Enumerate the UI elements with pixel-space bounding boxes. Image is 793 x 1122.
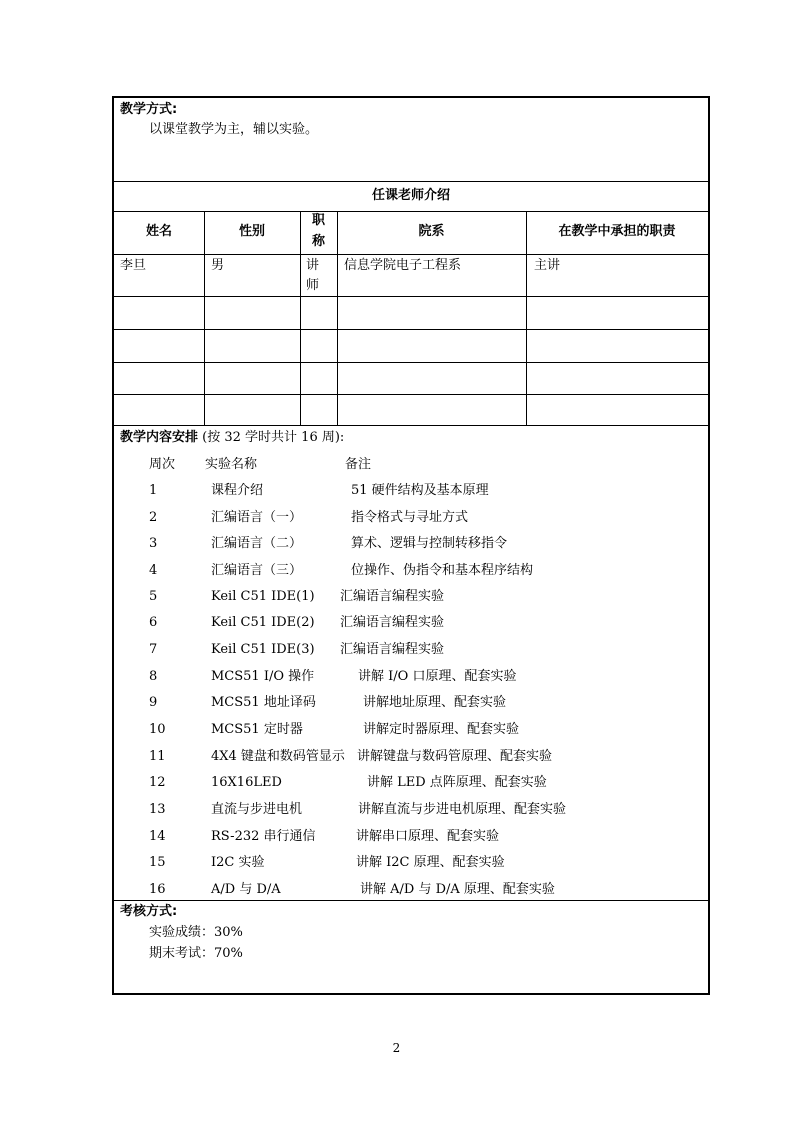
column-divider bbox=[337, 211, 338, 425]
schedule-name: 课程介绍 bbox=[211, 483, 264, 498]
schedule-week: 6 bbox=[149, 615, 158, 630]
schedule-week: 2 bbox=[149, 510, 158, 525]
schedule-name: MCS51 定时器 bbox=[211, 722, 303, 737]
schedule-name: Keil C51 IDE(3) bbox=[211, 642, 315, 657]
schedule-note: 讲解键盘与数码管原理、配套实验 bbox=[357, 749, 553, 764]
schedule-name: 直流与步进电机 bbox=[211, 802, 303, 817]
schedule-col-name: 实验名称 bbox=[205, 457, 258, 472]
schedule-week: 4 bbox=[149, 563, 158, 578]
schedule-note: 讲解 I/O 口原理、配套实验 bbox=[358, 669, 517, 684]
schedule-week: 14 bbox=[149, 829, 166, 844]
teacher-dept: 信息学院电子工程系 bbox=[344, 258, 462, 273]
schedule-note: 讲解 LED 点阵原理、配套实验 bbox=[367, 775, 547, 790]
schedule-note: 讲解串口原理、配套实验 bbox=[356, 829, 500, 844]
schedule-note: 算术、逻辑与控制转移指令 bbox=[351, 536, 508, 551]
schedule-heading: 教学内容安排 bbox=[120, 430, 199, 445]
schedule-heading-note: (按 32 学时共计 16 周): bbox=[202, 430, 345, 445]
schedule-col-week: 周次 bbox=[149, 457, 176, 472]
header-gender: 性别 bbox=[238, 224, 265, 239]
schedule-note: 指令格式与寻址方式 bbox=[351, 510, 469, 525]
teacher-duty: 主讲 bbox=[534, 258, 561, 273]
schedule-week: 1 bbox=[149, 483, 158, 498]
schedule-note: 讲解地址原理、配套实验 bbox=[363, 695, 507, 710]
schedule-name: 4X4 键盘和数码管显示 bbox=[211, 749, 345, 764]
column-divider bbox=[204, 211, 205, 425]
schedule-note: 讲解 A/D 与 D/A 原理、配套实验 bbox=[360, 882, 555, 897]
schedule-name: 16X16LED bbox=[211, 775, 282, 790]
schedule-note: 汇编语言编程实验 bbox=[340, 615, 445, 630]
schedule-col-note: 备注 bbox=[345, 457, 372, 472]
header-title-char: 职 bbox=[311, 213, 325, 228]
teaching-method-heading: 教学方式: bbox=[120, 102, 178, 117]
column-divider bbox=[526, 211, 527, 425]
header-name: 姓名 bbox=[145, 224, 172, 239]
schedule-week: 8 bbox=[149, 669, 158, 684]
schedule-name: I2C 实验 bbox=[211, 855, 265, 870]
divider bbox=[114, 181, 708, 182]
header-title-char: 称 bbox=[311, 234, 325, 249]
schedule-name: 汇编语言（一） bbox=[211, 510, 303, 525]
schedule-name: 汇编语言（二） bbox=[211, 536, 303, 551]
schedule-note: 51 硬件结构及基本原理 bbox=[351, 483, 489, 498]
teacher-name: 李旦 bbox=[120, 258, 147, 273]
teaching-method-text: 以课堂教学为主，辅以实验。 bbox=[149, 122, 319, 137]
schedule-name: MCS51 地址译码 bbox=[211, 695, 316, 710]
teacher-gender: 男 bbox=[211, 258, 225, 273]
schedule-name: MCS51 I/O 操作 bbox=[211, 669, 315, 684]
schedule-week: 9 bbox=[149, 695, 158, 710]
header-duty: 在教学中承担的职责 bbox=[558, 224, 676, 239]
page-number: 2 bbox=[392, 1041, 401, 1055]
schedule-week: 11 bbox=[149, 749, 166, 764]
schedule-week: 10 bbox=[149, 722, 166, 737]
schedule-note: 讲解定时器原理、配套实验 bbox=[363, 722, 520, 737]
schedule-week: 7 bbox=[149, 642, 158, 657]
teacher-title-char: 讲 bbox=[306, 258, 320, 273]
schedule-week: 3 bbox=[149, 536, 158, 551]
divider bbox=[114, 900, 708, 901]
schedule-name: A/D 与 D/A bbox=[211, 882, 281, 897]
teacher-title-char: 师 bbox=[306, 278, 320, 293]
header-dept: 院系 bbox=[418, 224, 445, 239]
schedule-note: 汇编语言编程实验 bbox=[340, 642, 445, 657]
schedule-name: RS-232 串行通信 bbox=[211, 829, 316, 844]
teachers-title: 任课老师介绍 bbox=[371, 188, 450, 203]
schedule-week: 16 bbox=[149, 882, 166, 897]
schedule-week: 12 bbox=[149, 775, 166, 790]
schedule-name: 汇编语言（三） bbox=[211, 563, 303, 578]
schedule-heading-line bbox=[120, 430, 344, 446]
schedule-note: 讲解直流与步进电机原理、配套实验 bbox=[358, 802, 567, 817]
divider bbox=[114, 425, 708, 426]
assessment-line: 期末考试：70% bbox=[149, 946, 243, 961]
schedule-note: 讲解 I2C 原理、配套实验 bbox=[356, 855, 505, 870]
schedule-week: 13 bbox=[149, 802, 166, 817]
course-info-table bbox=[112, 96, 710, 995]
schedule-name: Keil C51 IDE(2) bbox=[211, 615, 315, 630]
schedule-week: 5 bbox=[149, 589, 158, 604]
assessment-line: 实验成绩：30% bbox=[149, 925, 243, 940]
schedule-note: 汇编语言编程实验 bbox=[340, 589, 445, 604]
assessment-heading: 考核方式: bbox=[120, 904, 178, 919]
schedule-week: 15 bbox=[149, 855, 166, 870]
schedule-name: Keil C51 IDE(1) bbox=[211, 589, 315, 604]
schedule-note: 位操作、伪指令和基本程序结构 bbox=[351, 563, 534, 578]
